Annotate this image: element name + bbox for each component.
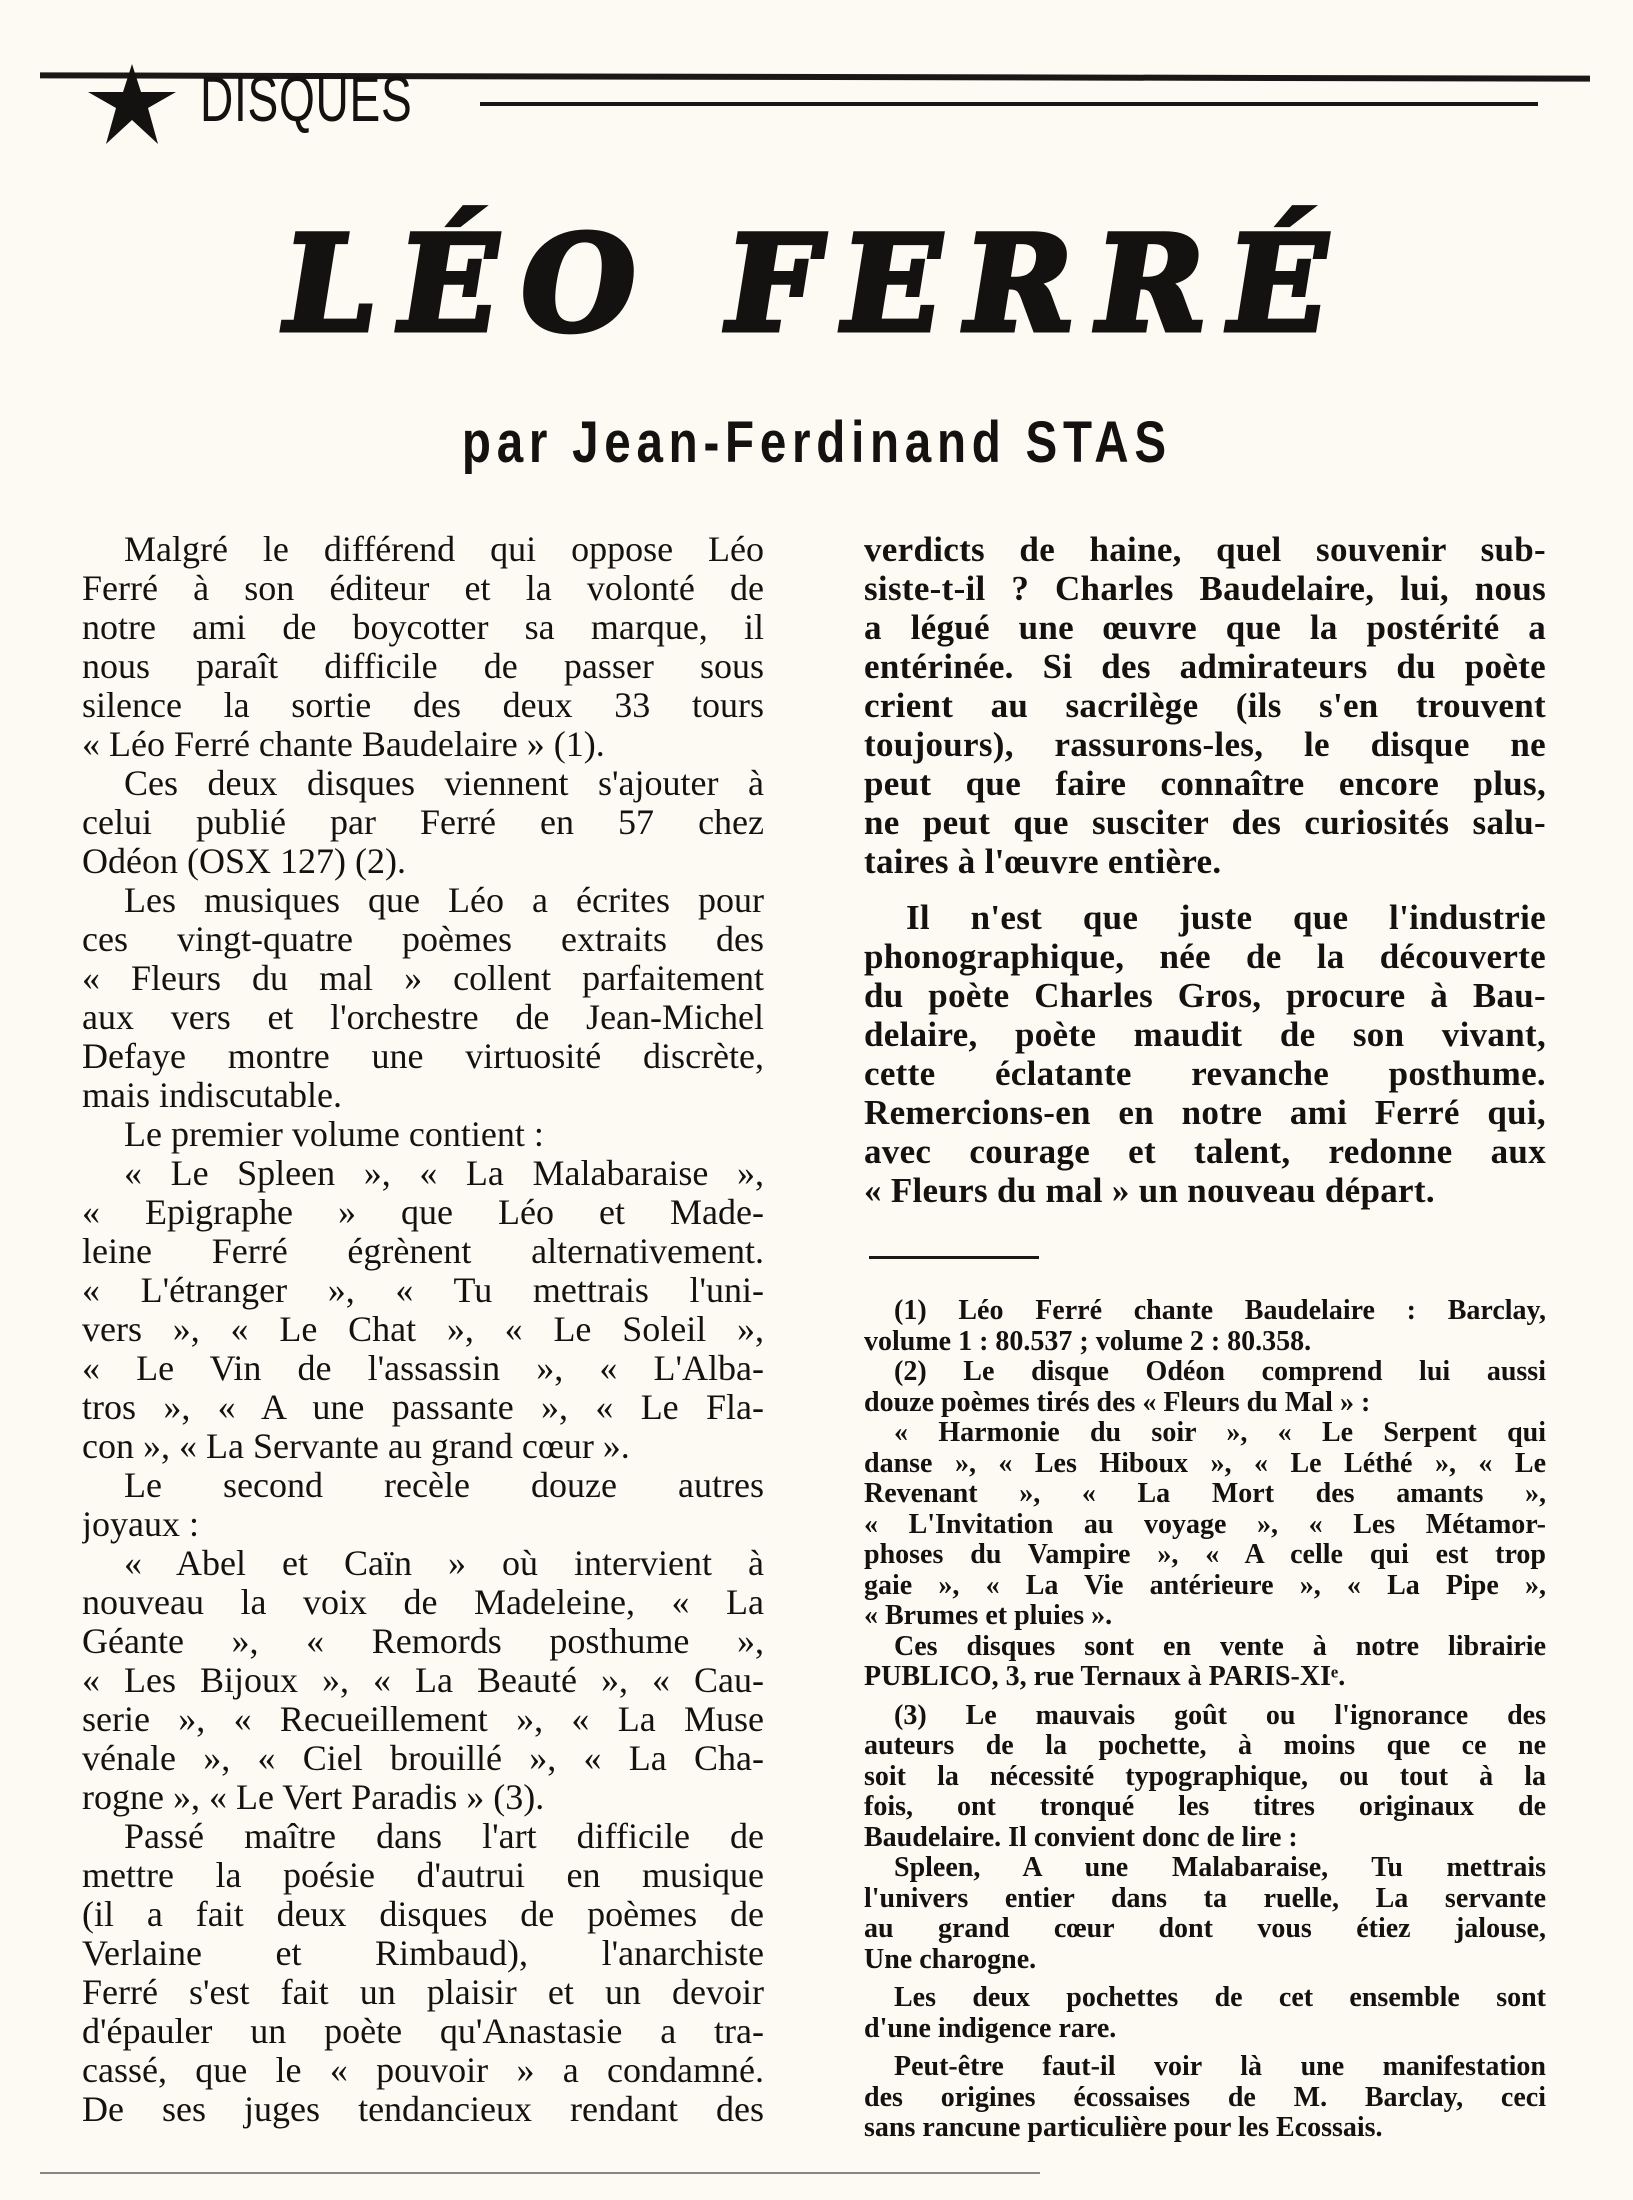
footnote-paragraph xyxy=(864,1853,1546,1975)
footnote-paragraph xyxy=(864,1632,1546,1693)
text-line: Les deux pochettes de cet ensemble sont xyxy=(894,1983,1546,2013)
text-line: nous paraît difficile de passer sous xyxy=(82,647,764,686)
byline-text: par Jean-Ferdinand STAS xyxy=(461,410,1172,475)
text-line: serie », « Recueillement », « La Muse xyxy=(82,1700,764,1739)
text-line: avec courage et talent, redonne aux xyxy=(864,1132,1546,1171)
text-line: Defaye montre une virtuosité discrète, xyxy=(82,1037,764,1076)
text-line: verdicts de haine, quel souvenir sub- xyxy=(864,530,1546,569)
text-line: sans rancune particulière pour les Ecossais. xyxy=(864,2113,1383,2143)
text-line: mettre la poésie d'autrui en musique xyxy=(82,1856,764,1895)
body-paragraph xyxy=(864,898,1546,1210)
text-line: fois, ont tronqué les titres originaux de xyxy=(864,1792,1546,1822)
text-line: Spleen, A une Malabaraise, Tu mettrais xyxy=(894,1853,1546,1883)
text-line: ne peut que susciter des curiosités salu- xyxy=(864,803,1546,842)
text-line: a légué une œuvre que la postérité a xyxy=(864,608,1546,647)
text-line: silence la sortie des deux 33 tours xyxy=(82,686,764,725)
text-line: « Fleurs du mal » collent parfaitement xyxy=(82,959,764,998)
body-paragraph xyxy=(82,1115,764,1154)
text-line: Malgré le différend qui oppose Léo xyxy=(124,530,764,569)
text-line: mais indiscutable. xyxy=(82,1076,342,1115)
text-line: tros », « A une passante », « Le Fla- xyxy=(82,1388,764,1427)
text-line: Odéon (OSX 127) (2). xyxy=(82,842,406,881)
text-line: celui publié par Ferré en 57 chez xyxy=(82,803,764,842)
text-line: (3) Le mauvais goût ou l'ignorance des xyxy=(894,1700,1546,1731)
body-paragraph xyxy=(82,530,764,764)
text-line: aux vers et l'orchestre de Jean-Michel xyxy=(82,998,764,1037)
text-line: Il n'est que juste que l'industrie xyxy=(906,898,1546,937)
footnotes xyxy=(864,1296,1546,2144)
article-column-left xyxy=(82,530,764,2129)
text-line: (1) Léo Ferré chante Baudelaire : Barclay, xyxy=(894,1296,1546,1326)
text-line: « Le Vin de l'assassin », « L'Alba- xyxy=(82,1349,764,1388)
text-line: notre ami de boycotter sa marque, il xyxy=(82,608,764,647)
text-line: cassé, que le « pouvoir » a condamné. xyxy=(82,2051,764,2090)
text-line: toujours), rassurons-les, le disque ne xyxy=(864,725,1546,764)
section-label: DISQUES xyxy=(200,63,413,135)
text-line: Peut-être faut-il voir là une manifestation xyxy=(894,2052,1546,2082)
text-line: d'épauler un poète qu'Anastasie a tra- xyxy=(82,2012,764,2051)
text-line: du poète Charles Gros, procure à Bau- xyxy=(864,976,1546,1015)
text-line: Ces disques sont en vente à notre librairie xyxy=(894,1631,1546,1662)
text-line: leine Ferré égrènent alternativement. xyxy=(82,1232,764,1271)
body-paragraph xyxy=(82,881,764,1115)
body-paragraph xyxy=(82,1466,764,1544)
text-line: gaie », « La Vie antérieure », « La Pipe », xyxy=(864,1570,1546,1601)
text-line: crient au sacrilège (ils s'en trouvent xyxy=(864,686,1546,725)
footnote-paragraph xyxy=(864,1701,1546,1854)
text-line: « Fleurs du mal » un nouveau départ. xyxy=(864,1171,1435,1210)
text-line: « L'Invitation au voyage », « Les Métamor- xyxy=(864,1509,1546,1540)
text-line: Revenant », « La Mort des amants », xyxy=(864,1479,1546,1509)
text-line: peut que faire connaître encore plus, xyxy=(864,764,1546,803)
body-paragraph xyxy=(82,1817,764,2129)
text-line: vénale », « Ciel brouillé », « La Cha- xyxy=(82,1739,764,1778)
text-line: nouveau la voix de Madeleine, « La xyxy=(82,1583,764,1622)
text-line: Verlaine et Rimbaud), l'anarchiste xyxy=(82,1934,764,1973)
footnote-paragraph xyxy=(864,1983,1546,2044)
text-line: Ces deux disques viennent s'ajouter à xyxy=(124,764,764,803)
article-title: LÉO FERRÉ xyxy=(270,207,1363,362)
text-line: cette éclatante revanche posthume. xyxy=(864,1054,1546,1093)
text-line: « Abel et Caïn » où intervient à xyxy=(124,1544,764,1583)
footnote-paragraph xyxy=(864,2052,1546,2144)
text-line: delaire, poète maudit de son vivant, xyxy=(864,1015,1546,1054)
text-line: phonographique, née de la découverte xyxy=(864,937,1546,976)
text-line: « Brumes et pluies ». xyxy=(864,1601,1113,1631)
bottom-rule xyxy=(40,2172,1040,2174)
body-paragraph xyxy=(864,530,1546,881)
section-rule xyxy=(480,102,1538,106)
text-line: phoses du Vampire », « A celle qui est trop xyxy=(864,1540,1546,1570)
text-line: volume 1 : 80.537 ; volume 2 : 80.358. xyxy=(864,1326,1312,1357)
text-line: con », « La Servante au grand cœur ». xyxy=(82,1427,630,1466)
text-line: (2) Le disque Odéon comprend lui aussi xyxy=(894,1357,1546,1387)
text-line: rogne », « Le Vert Paradis » (3). xyxy=(82,1778,545,1817)
text-line: joyaux : xyxy=(82,1505,199,1544)
text-line: douze poèmes tirés des « Fleurs du Mal » : xyxy=(864,1387,1371,1418)
article-column-right xyxy=(864,530,1546,1210)
footnote-paragraph xyxy=(864,1418,1546,1632)
text-line: soit la nécessité typographique, ou tout à la xyxy=(864,1761,1546,1792)
text-line: (il a fait deux disques de poèmes de xyxy=(82,1895,764,1934)
text-line: auteurs de la pochette, à moins que ce ne xyxy=(864,1731,1546,1761)
text-line: d'une indigence rare. xyxy=(864,2013,1117,2044)
text-line: danse », « Les Hiboux », « Le Léthé », « Le xyxy=(864,1448,1546,1479)
text-line: « Harmonie du soir », « Le Serpent qui xyxy=(894,1418,1546,1448)
text-line: « Le Spleen », « La Malabaraise », xyxy=(124,1154,764,1193)
text-line: « Léo Ferré chante Baudelaire » (1). xyxy=(82,725,605,764)
star-icon xyxy=(86,62,178,146)
text-line: Les musiques que Léo a écrites pour xyxy=(124,881,764,920)
text-line: Le premier volume contient : xyxy=(124,1115,544,1154)
text-line: Ferré à son éditeur et la volonté de xyxy=(82,569,764,608)
text-line: « L'étranger », « Tu mettrais l'uni- xyxy=(82,1271,764,1310)
body-paragraph xyxy=(82,1544,764,1817)
text-line: « Les Bijoux », « La Beauté », « Cau- xyxy=(82,1661,764,1700)
body-paragraph xyxy=(82,1154,764,1466)
footnote-paragraph xyxy=(864,1296,1546,1357)
footnote-paragraph xyxy=(864,1357,1546,1418)
text-line: Ferré s'est fait un plaisir et un devoir xyxy=(82,1973,764,2012)
text-line: au grand cœur dont vous étiez jalouse, xyxy=(864,1914,1546,1944)
body-paragraph xyxy=(82,764,764,881)
footnote-separator xyxy=(869,1256,1039,1259)
text-line: ces vingt-quatre poèmes extraits des xyxy=(82,920,764,959)
text-line: Baudelaire. Il convient donc de lire : xyxy=(864,1822,1298,1853)
text-line: des origines écossaises de M. Barclay, ceci xyxy=(864,2082,1546,2113)
text-line: Une charogne. xyxy=(864,1944,1037,1975)
text-line: Géante », « Remords posthume », xyxy=(82,1622,764,1661)
text-line: Remercions-en en notre ami Ferré qui, xyxy=(864,1093,1546,1132)
text-line: PUBLICO, 3, rue Ternaux à PARIS-XIᵉ. xyxy=(864,1662,1346,1692)
text-line: vers », « Le Chat », « Le Soleil », xyxy=(82,1310,764,1349)
text-line: Passé maître dans l'art difficile de xyxy=(124,1817,764,1856)
text-line: entérinée. Si des admirateurs du poète xyxy=(864,647,1546,686)
text-line: « Epigraphe » que Léo et Made- xyxy=(82,1193,764,1232)
text-line: De ses juges tendancieux rendant des xyxy=(82,2090,764,2129)
text-line: l'univers entier dans ta ruelle, La servante xyxy=(864,1883,1546,1914)
article-byline xyxy=(0,408,1633,478)
text-line: siste-t-il ? Charles Baudelaire, lui, nous xyxy=(864,569,1546,608)
text-line: taires à l'œuvre entière. xyxy=(864,842,1222,881)
text-line: Le second recèle douze autres xyxy=(124,1466,764,1505)
